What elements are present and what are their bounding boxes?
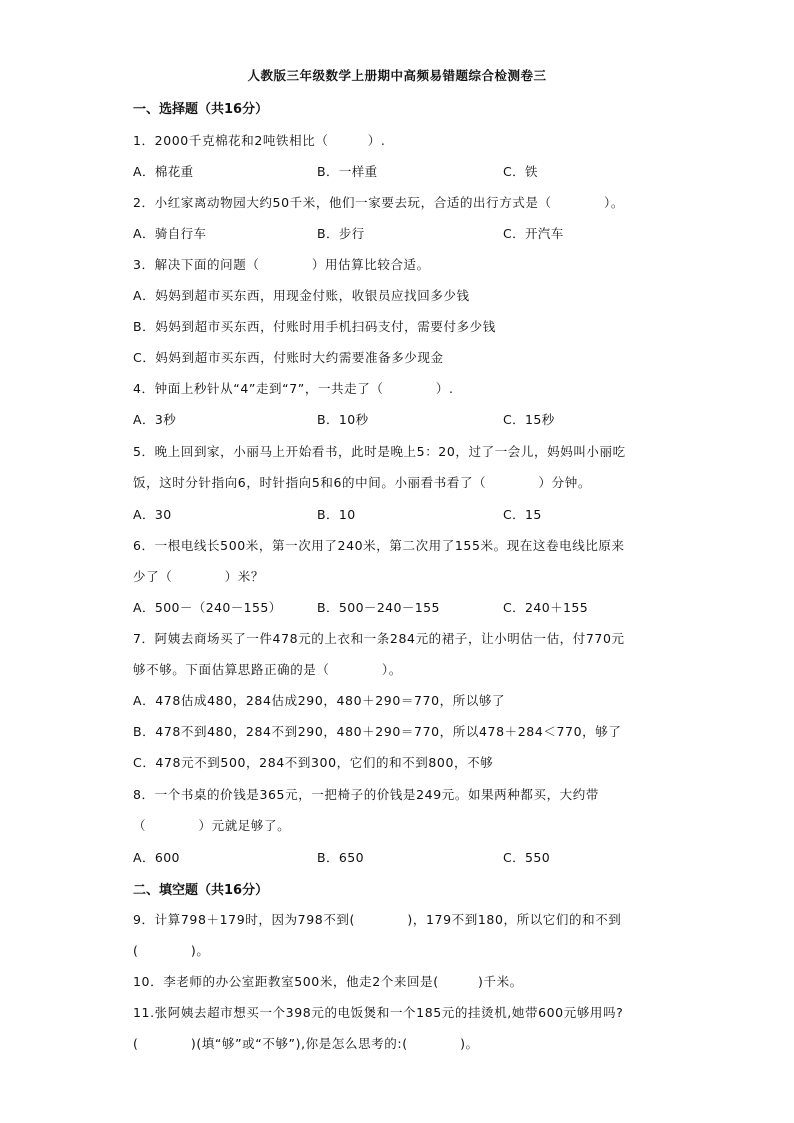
option-a: A．600 <box>133 850 180 865</box>
question-7-option-b: B．478不到480，284不到290，480＋290＝770，所以478＋284＜770，够了 <box>133 724 622 739</box>
option-b: B．10秒 <box>317 412 369 427</box>
page-title: 人教版三年级数学上册期中高频易错题综合检测卷三 <box>247 68 547 83</box>
question-8-stem-line-2: （ ）元就足够了。 <box>133 818 291 833</box>
question-1-options <box>133 162 673 182</box>
option-a: A．棉花重 <box>133 164 194 179</box>
question-11-stem-line-1: 11.张阿姨去超市想买一个398元的电饭煲和一个185元的挂烫机,她带600元够用吗? <box>133 1005 624 1020</box>
question-2-options <box>133 224 673 244</box>
option-a: A．500－（240－155） <box>133 600 282 615</box>
question-3-option-a: A．妈妈到超市买东西，用现金付账，收银员应找回多少钱 <box>133 288 470 303</box>
option-b: B．10 <box>317 507 356 522</box>
question-7-stem-line-1: 7．阿姨去商场买了一件478元的上衣和一条284元的裙子，让小明估一估，付770元 <box>133 631 625 646</box>
question-5-stem-line-1: 5．晚上回到家，小丽马上开始看书，此时是晚上5：20，过了一会儿，妈妈叫小丽吃 <box>133 444 626 459</box>
question-6-options <box>133 598 673 618</box>
option-b: B．步行 <box>317 226 365 241</box>
option-c: C．铁 <box>503 164 538 179</box>
option-b: B．一样重 <box>317 164 378 179</box>
option-a: A．3秒 <box>133 412 177 427</box>
question-3-option-c: C．妈妈到超市买东西，付账时大约需要准备多少现金 <box>133 350 444 365</box>
question-3-option-b: B．妈妈到超市买东西，付账时用手机扫码支付，需要付多少钱 <box>133 319 496 334</box>
question-3-stem: 3．解决下面的问题（ ）用估算比较合适。 <box>133 257 430 272</box>
section-heading-fill: 二、填空题（共16分） <box>133 883 269 898</box>
section-heading-choice: 一、选择题（共16分） <box>133 102 269 117</box>
option-a: A．30 <box>133 507 172 522</box>
option-c: C．15秒 <box>503 412 555 427</box>
question-2-stem: 2．小红家离动物园大约50千米，他们一家要去玩，合适的出行方式是（ ）。 <box>133 195 625 210</box>
question-7-stem-line-2: 够不够。下面估算思路正确的是（ ）。 <box>133 662 402 677</box>
question-7-option-c: C．478元不到500，284不到300，它们的和不到800，不够 <box>133 755 494 770</box>
question-8-options <box>133 848 673 868</box>
option-c: C．550 <box>503 850 551 865</box>
question-7-option-a: A．478估成480，284估成290，480＋290＝770，所以够了 <box>133 693 506 708</box>
question-9-stem-line-1: 9．计算798＋179时，因为798不到( )，179不到180，所以它们的和不到 <box>133 912 622 927</box>
question-11-stem-line-2: ( )(填“够”或“不够”),你是怎么思考的:( )。 <box>133 1036 479 1051</box>
option-b: B．500－240－155 <box>317 600 440 615</box>
question-1-stem: 1．2000千克棉花和2吨铁相比（ ）. <box>133 133 386 148</box>
question-6-stem-line-1: 6．一根电线长500米，第一次用了240米，第二次用了155米。现在这卷电线比原来 <box>133 538 625 553</box>
option-a: A．骑自行车 <box>133 226 207 241</box>
question-4-options <box>133 410 673 430</box>
question-8-stem-line-1: 8．一个书桌的价钱是365元，一把椅子的价钱是249元。如果两种都买，大约带 <box>133 787 599 802</box>
question-9-stem-line-2: ( )。 <box>133 943 210 958</box>
option-c: C．240＋155 <box>503 600 589 615</box>
question-4-stem: 4．钟面上秒针从“4”走到“7”，一共走了（ ）. <box>133 381 454 396</box>
option-b: B．650 <box>317 850 364 865</box>
question-5-stem-line-2: 饭，这时分针指向6，时针指向5和6的中间。小丽看书看了（ ）分钟。 <box>133 475 591 490</box>
question-6-stem-line-2: 少了（ ）米？ <box>133 569 265 584</box>
option-c: C．15 <box>503 507 542 522</box>
question-10-stem: 10．李老师的办公室距教室500米，他走2个来回是( )千米。 <box>133 974 523 989</box>
option-c: C．开汽车 <box>503 226 564 241</box>
question-5-options <box>133 505 673 525</box>
